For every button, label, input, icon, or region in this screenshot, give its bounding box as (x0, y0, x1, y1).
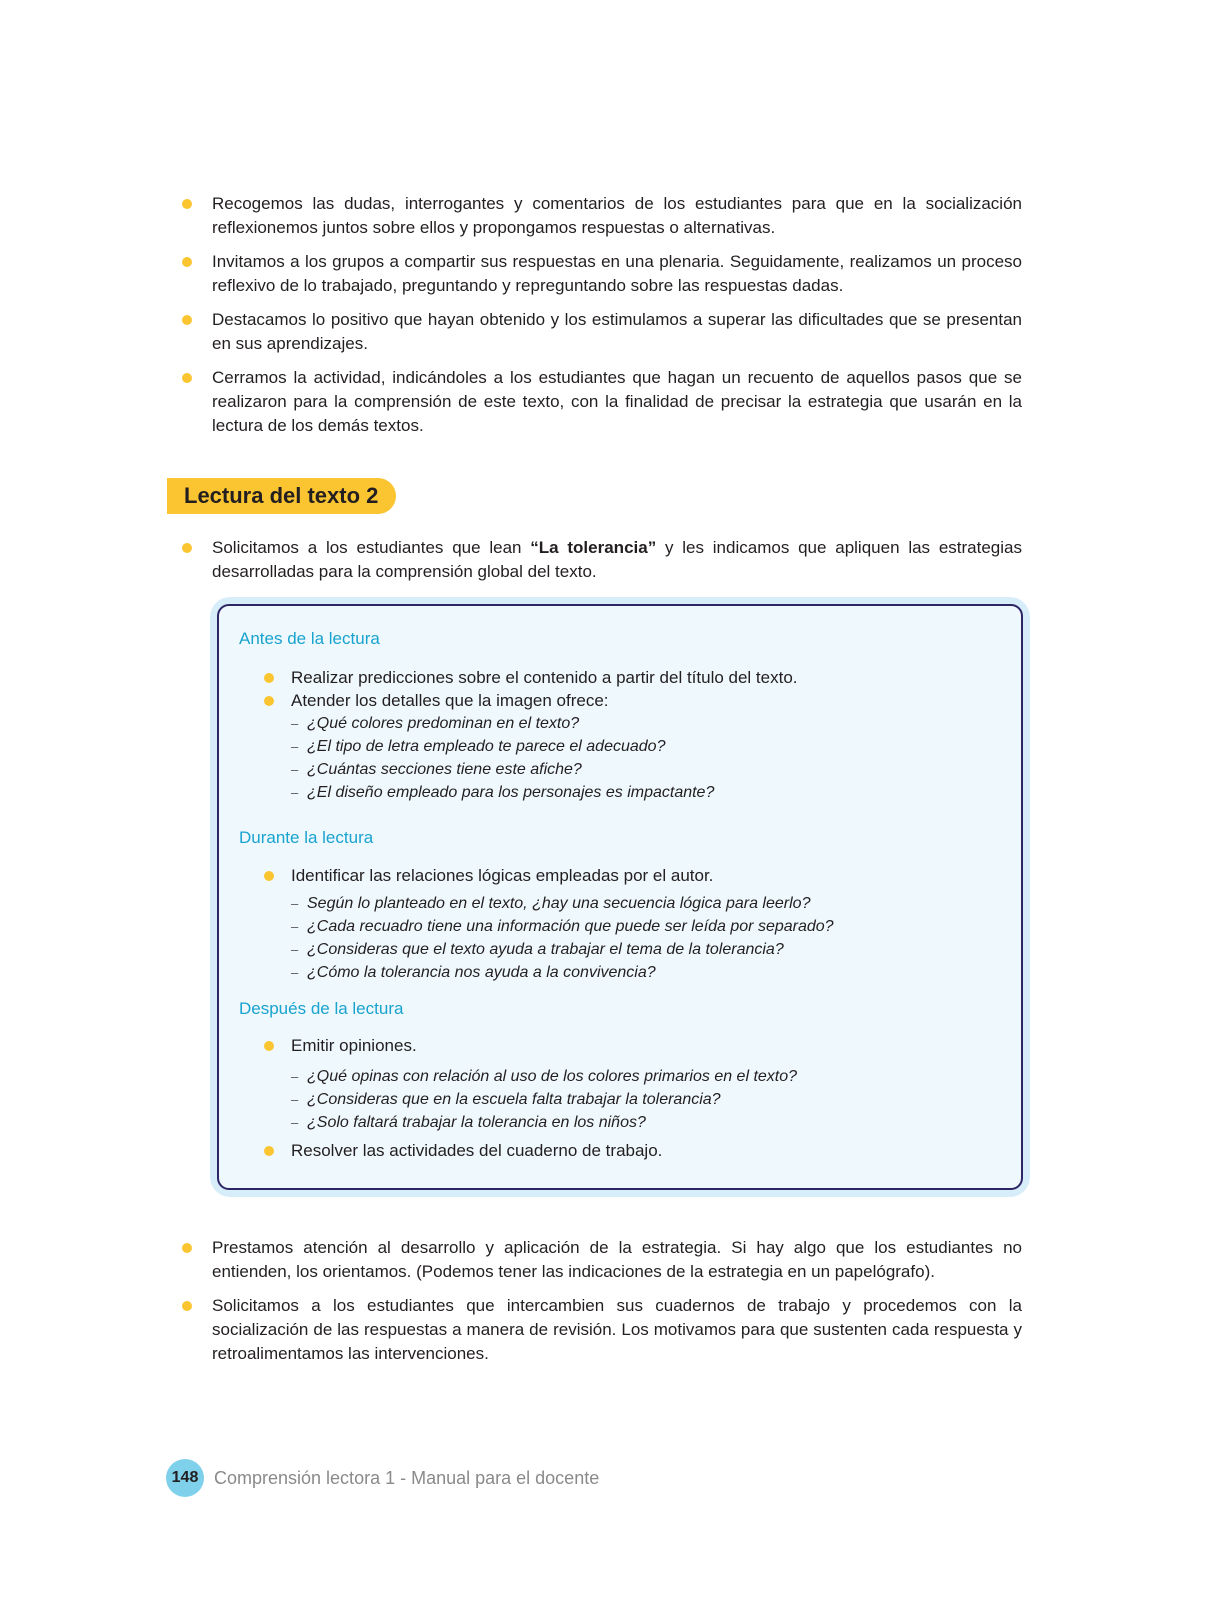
list-item: Realizar predicciones sobre el contenido a partir del título del texto. (264, 666, 984, 689)
question-item: – ¿El diseño empleado para los personajes es impactante? (291, 781, 984, 804)
despues-list (264, 1034, 984, 1162)
question-item: – ¿Cómo la tolerancia nos ayuda a la convivencia? (291, 961, 984, 984)
bullet-dot-icon (264, 1041, 274, 1051)
intro-bullet-list (182, 536, 1022, 584)
text-title: “La tolerancia” (530, 538, 657, 557)
antes-list (264, 666, 984, 804)
list-item: Resolver las actividades del cuaderno de trabajo. (264, 1139, 984, 1162)
bullet-dot-icon (182, 1301, 192, 1311)
page-number: 148 (166, 1459, 204, 1497)
list-item: Emitir opiniones. – ¿Qué opinas con relación al uso de los colores primarios en el texto? – ¿Consideras que en la escuela falta trabajar la tolerancia? – ¿Solo faltará trabajar la tolerancia en los niños? (264, 1034, 984, 1134)
list-item: Recogemos las dudas, interrogantes y comentarios de los estudiantes para que en la socialización reflexionemos juntos sobre ellos y propongamos respuestas o alternativas. (182, 192, 1022, 240)
list-item: Cerramos la actividad, indicándoles a los estudiantes que hagan un recuento de aquellos pasos que se realizaron para la comprensión de este texto, con la finalidad de precisar la estrategia que usarán en la lectura de los demás textos. (182, 366, 1022, 438)
question-item: – ¿Qué colores predominan en el texto? (291, 712, 984, 735)
question-item: – ¿Consideras que en la escuela falta trabajar la tolerancia? (291, 1088, 984, 1111)
question-item: – ¿Cuántas secciones tiene este afiche? (291, 758, 984, 781)
list-item: Solicitamos a los estudiantes que lean “La tolerancia” y les indicamos que apliquen las estrategias desarrolladas para la comprensión global del texto. (182, 536, 1022, 584)
list-item: Identificar las relaciones lógicas empleadas por el autor. – Según lo planteado en el texto, ¿hay una secuencia lógica para leerlo? – ¿Cada recuadro tiene una información que puede ser leída por separado? – ¿Consideras que el texto ayuda a trabajar el tema de la tolerancia? – ¿Cómo la tolerancia nos ayuda a la convivencia? (264, 864, 984, 984)
question-item: – ¿Solo faltará trabajar la tolerancia en los niños? (291, 1111, 984, 1134)
section-title: Lectura del texto 2 (167, 478, 396, 514)
question-list (264, 892, 984, 984)
list-item: Prestamos atención al desarrollo y aplicación de la estrategia. Si hay algo que los estudiantes no entienden, los orientamos. (Podemos tener las indicaciones de la estrategia en un papelógrafo). (182, 1236, 1022, 1284)
bullet-dot-icon (264, 696, 274, 706)
list-item: Invitamos a los grupos a compartir sus respuestas en una plenaria. Seguidamente, realizamos un proceso reflexivo de lo trabajado, preguntando y repreguntando sobre las respuestas dadas. (182, 250, 1022, 298)
footer-title: Comprensión lectora 1 - Manual para el docente (214, 1468, 600, 1488)
question-item: – ¿Cada recuadro tiene una información que puede ser leída por separado? (291, 915, 984, 938)
bullet-dot-icon (182, 543, 192, 553)
list-item: Atender los detalles que la imagen ofrece: – ¿Qué colores predominan en el texto? – ¿El tipo de letra empleado te parece el adecuado? – ¿Cuántas secciones tiene este afiche? – ¿El diseño empleado para los personajes es impactante? (264, 689, 984, 804)
bullet-dot-icon (182, 315, 192, 325)
heading-antes: Antes de la lectura (239, 629, 380, 648)
bottom-bullet-list (182, 1236, 1022, 1366)
question-item: – Según lo planteado en el texto, ¿hay una secuencia lógica para leerlo? (291, 892, 984, 915)
top-bullet-list (182, 192, 1022, 438)
strategy-box (210, 597, 1030, 1197)
bullet-dot-icon (264, 871, 274, 881)
bullet-dot-icon (182, 373, 192, 383)
bullet-dot-icon (182, 257, 192, 267)
question-list (264, 1065, 984, 1134)
heading-durante: Durante la lectura (239, 828, 374, 847)
bullet-dot-icon (264, 673, 274, 683)
heading-despues: Después de la lectura (239, 999, 404, 1018)
question-item: – ¿Consideras que el texto ayuda a trabajar el tema de la tolerancia? (291, 938, 984, 961)
question-item: – ¿El tipo de letra empleado te parece el adecuado? (291, 735, 984, 758)
question-list (264, 712, 984, 804)
strategy-box-inner (217, 604, 1023, 1190)
list-item: Solicitamos a los estudiantes que intercambien sus cuadernos de trabajo y procedemos con la socialización de las respuestas a manera de revisión. Los motivamos para que sustenten cada respuesta y retroalimentamos las intervenciones. (182, 1294, 1022, 1366)
bullet-dot-icon (264, 1146, 274, 1156)
list-item: Destacamos lo positivo que hayan obtenido y los estimulamos a superar las dificultades que se presentan en sus aprendizajes. (182, 308, 1022, 356)
bullet-dot-icon (182, 1243, 192, 1253)
bullet-dot-icon (182, 199, 192, 209)
durante-list (264, 864, 984, 984)
question-item: – ¿Qué opinas con relación al uso de los colores primarios en el texto? (291, 1065, 984, 1088)
